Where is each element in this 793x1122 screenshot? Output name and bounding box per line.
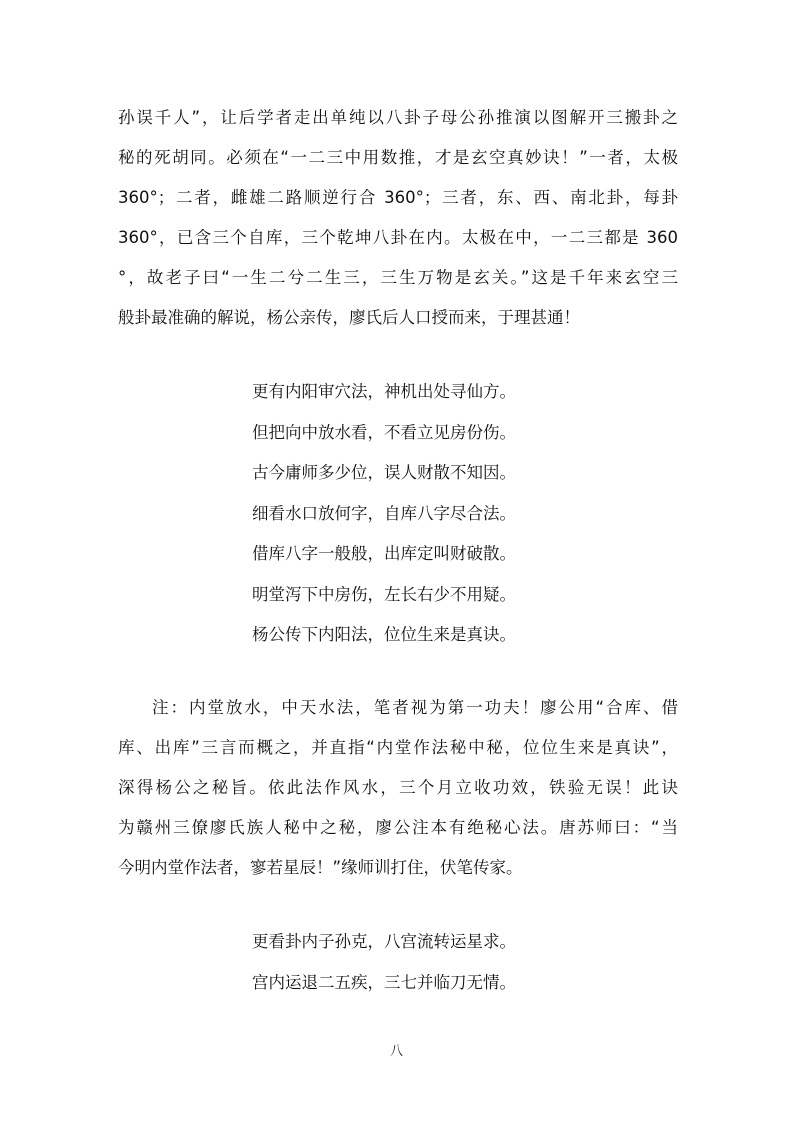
verse-line: 更看卦内子孙克，八宫流转运星求。	[252, 932, 516, 951]
text-line: °，故老子曰“一生二兮二生三，三生万物是玄关。”这是千年来玄空三	[118, 268, 678, 287]
text-line: 秘的死胡同。必须在“一二三中用数推，才是玄空真妙诀！”一者，太极	[118, 148, 678, 167]
verse-line: 细看水口放何字，自库八字尽合法。	[252, 503, 516, 523]
paragraph-1	[118, 98, 678, 338]
paragraph-2-note	[118, 688, 678, 888]
text-line: 今明内堂作法者，寥若星辰！”缘师训打住，伏笔传家。	[118, 858, 523, 877]
verse-line: 明堂泻下中房伤，左长右少不用疑。	[252, 584, 516, 604]
verse-line: 杨公传下内阳法，位位生来是真诀。	[252, 625, 516, 644]
verse-line: 更有内阳审穴法，神机出处寻仙方。	[252, 382, 516, 401]
verse-line: 借库八字一般般，出库定叫财破散。	[252, 544, 516, 563]
verse-line: 但把向中放水看，不看立见房份伤。	[252, 422, 516, 442]
verse-line: 古今庸师多少位，误人财散不知因。	[252, 463, 516, 482]
verse-block-2	[252, 922, 672, 1003]
text-line: 360°；二者，雌雄二路顺逆行合 360°；三者，东、西、南北卦，每卦	[118, 188, 678, 207]
text-line: 般卦最准确的解说，杨公亲传，廖氏后人口授而来，于理甚通！	[118, 308, 580, 327]
text-line: 360°，已含三个自库，三个乾坤八卦在内。太极在中，一二三都是 360	[118, 228, 678, 247]
text-line: 深得杨公之秘旨。依此法作风水，三个月立收功效，铁验无误！此诀	[118, 778, 678, 797]
text-line: 注：内堂放水，中天水法，笔者视为第一功夫！廖公用“合库、借	[152, 698, 678, 717]
text-line: 为赣州三僚廖氏族人秘中之秘，廖公注本有绝秘心法。唐苏师曰：“当	[118, 818, 678, 837]
page-number: 八	[389, 1044, 403, 1059]
text-line: 库、出库”三言而概之，并直指“内堂作法秘中秘，位位生来是真诀”，	[118, 738, 678, 757]
verse-line: 宫内运退二五疾，三七并临刀无情。	[252, 972, 516, 992]
text-line: 孙误千人”，让后学者走出单纯以八卦子母公孙推演以图解开三搬卦之	[118, 108, 678, 127]
verse-block-1	[252, 372, 672, 656]
